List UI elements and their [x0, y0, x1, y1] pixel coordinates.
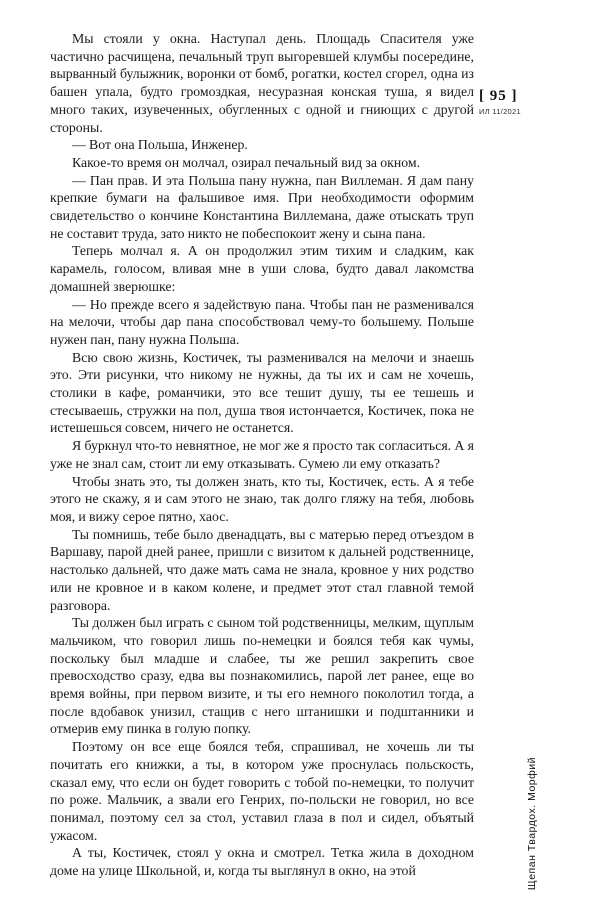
paragraph: Поэтому он все еще боялся тебя, спрашивал, не хочешь ли ты почитать его книжки, а ты, в котором уже проснулась польскость, сказал ему, что если он будет говорить с тобой по-немецки, то получит по роже. Мальчик, а звали его Генрих, по-польски не говорил, но все понимал, поэтому сел за стол, уставил глаза в пол и сидел, объятый ужасом. [50, 739, 474, 843]
body-text [50, 30, 474, 880]
paragraph: — Пан прав. И эта Польша пану нужна, пан Виллеман. Я дам пану крепкие бумаги на фальшивое имя. При необходимости оформим свидетельство о кончине Константина Виллемана, даже отыскать труп не составит труда, зато никто не побеспокоит жену и сына пана. [50, 172, 474, 241]
running-title: Щепан Твардох. Морфий [526, 756, 538, 890]
page-number: [ 95 ] [479, 88, 518, 104]
paragraph: — Но прежде всего я задействую пана. Чтобы пан не разменивался на мелочи, чтобы дар пана способствовал чему-то большему. Польше нужен пан, пану нужна Польша. [50, 296, 474, 347]
journal-issue-label: ИЛ 11/2021 [479, 107, 521, 116]
page-number-block [479, 88, 569, 116]
paragraph: Чтобы знать это, ты должен знать, кто ты, Костичек, есть. А я тебе этого не скажу, я и сам этого не знаю, так долго гляжу на тебя, любовь моя, и вижу серое пятно, хаос. [50, 473, 474, 524]
paragraph: — Вот она Польша, Инженер. [72, 137, 248, 153]
paragraph: Ты должен был играть с сыном той родственницы, мелким, щуплым мальчиком, что говорил лишь по-немецки и боялся тебя как чумы, поскольку был младше и слабее, ты же решил закрепить свое превосходство сразу, едва вы познакомились, парой лет ранее, еще во время войны, при первом визите, и ты его немного поколотил тогда, а после вдобавок унизил, стащив с него штанишки и подштанники и отмерив ему пинка в голую попку. [50, 615, 474, 737]
paragraph: А ты, Костичек, стоял у окна и смотрел. Тетка жила в доходном доме на улице Школьной, и, когда ты выглянул в окно, на этой [50, 845, 474, 879]
paragraph: Я буркнул что-то невнятное, не мог же я просто так согласиться. А я уже не знал сам, стоит ли ему отказывать. Сумею ли ему отказать? [50, 438, 474, 471]
paragraph: Какое-то время он молчал, озирал печальный вид за окном. [72, 154, 421, 170]
paragraph: Ты помнишь, тебе было двенадцать, вы с матерью перед отъездом в Варшаву, парой дней ранее, пришли с визитом к дальней родственнице, настолько дальней, что даже мать сама не знала, кровное у них родство или не кровное и в каком колене, и предмет этот стал главной темой разговора. [50, 526, 474, 613]
paragraph: Всю свою жизнь, Костичек, ты разменивался на мелочи и знаешь это. Эти рисунки, что никому не нужны, да ты их и сам не хочешь, столики в кафе, романчики, это все тешит душу, ты ее тешешь и стесываешь, стружки на пол, душа твоя истончается, Костичек, пока не истешешься совсем, ничего не останется. [50, 349, 474, 436]
paragraph: Мы стояли у окна. Наступал день. Площадь Спасителя уже частично расчищена, печальный труп выгоревшей клумбы посередине, вырванный булыжник, воронки от бомб, рогатки, костел сгорел, одна из башен упала, будто громоздкая, несуразная конская туша, я видел много таких, изувеченных, обугленных с одной и гниющих с другой стороны. [50, 31, 474, 135]
paragraph: Теперь молчал я. А он продолжил этим тихим и сладким, как карамель, голосом, вливая мне в уши слова, будто давал лакомства домашней зверюшке: [50, 243, 474, 294]
